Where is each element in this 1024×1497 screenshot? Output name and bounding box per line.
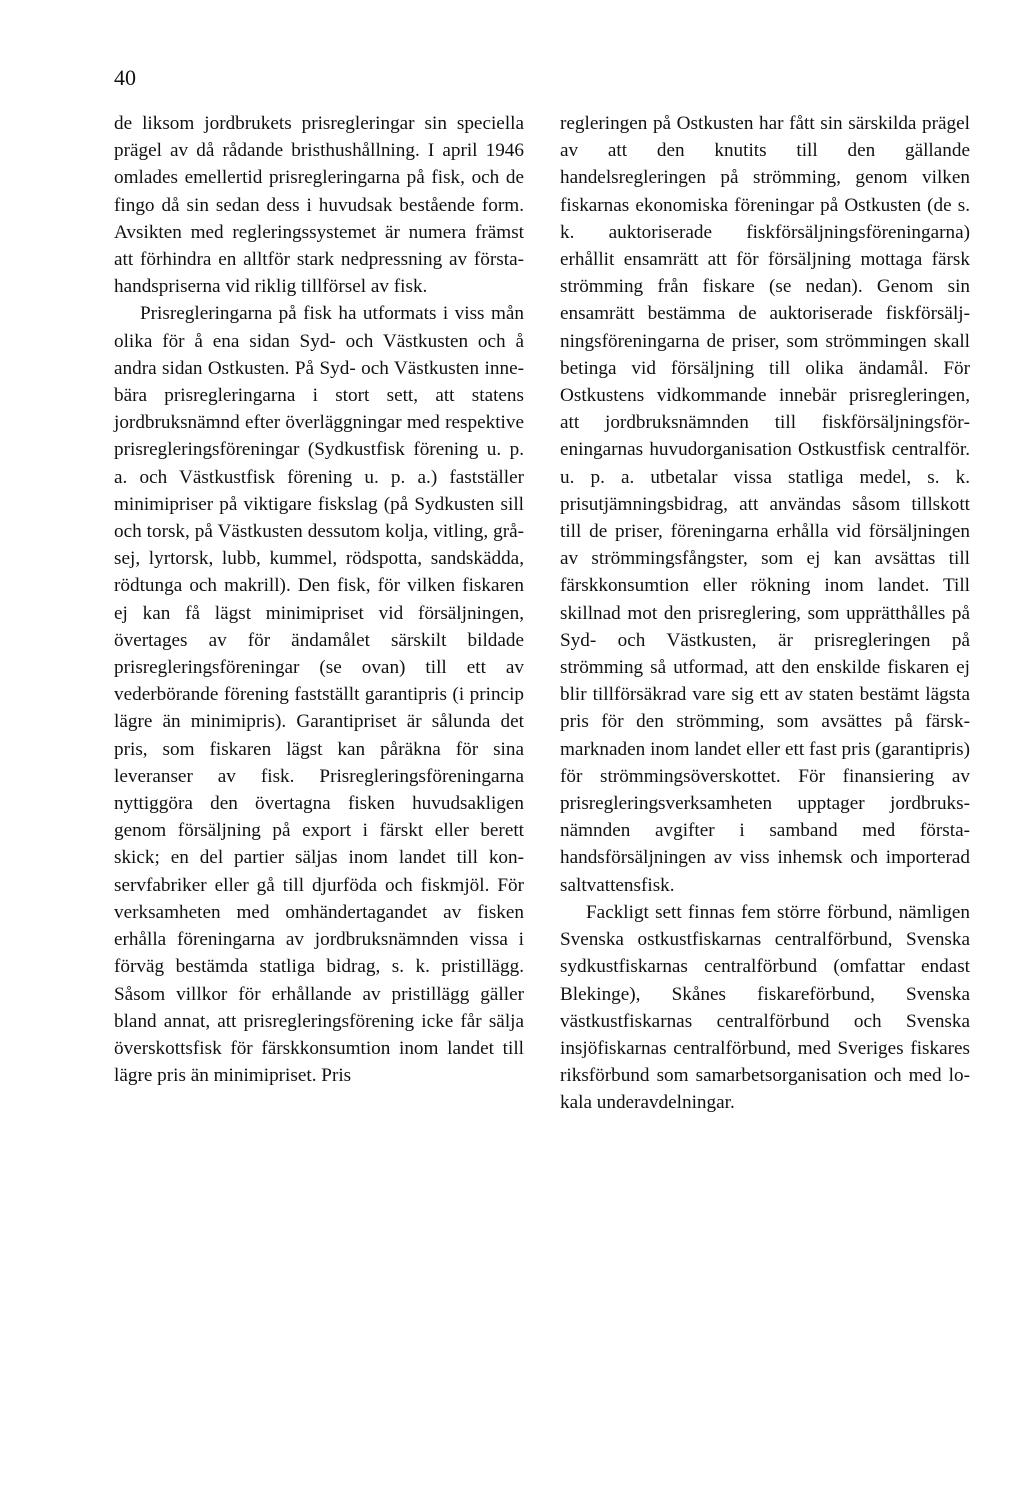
page-number: 40 [114,65,136,90]
paragraph: regleringen på Ostkusten har fått sin särskilda prägel av att den knutits till den gällande handelsregleringen på strömming, genom vilken fiskarnas ekonomiska föreningar på Ostkusten (de s. k. auktoriserade fiskförsäljningsföreningarna) erhållit ensamrätt att för försäljning mottaga färsk strömming från fiskare (se nedan). Genom sin ensamrätt bestämma de auktoriserade fiskförsäljningsföreningarna de priser, som strömmingen skall betinga vid försäljning till olika ändamål. För Ostkustens vidkommande innebär prisregleringen, att jordbruksnämnden till fiskförsäljningsföreningarnas huvudorganisation Ostkustfisk centralför. u. p. a. utbetalar vissa statliga medel, s. k. prisutjämningsbidrag, att användas såsom tillskott till de priser, föreningarna erhålla vid försäljningen av strömmingsfångster, som ej kan avsättas till färskkonsumtion eller rökning inom landet. Till skillnad mot den prisreglering, som upprätthålles på Syd- och Västkusten, är prisregleringen på strömming så utformad, att den enskilde fiskaren ej blir tillförsäkrad vare sig ett av staten bestämt lägsta pris för den strömming, som avsättes på färskmarknaden inom landet eller ett fast pris (garantipris) för strömmingsöverskottet. För finansiering av prisregleringsverksamheten upptager jordbruksnämnden avgifter i samband med förstahandsförsäljningen av viss inhemsk och importerad saltvattensfisk. [560,113,970,896]
paragraph: Fackligt sett finnas fem större förbund, nämligen Svenska ostkustfiskarnas centralförbund, Svenska sydkustfiskarnas centralförbund (omfattar endast Blekinge), Skånes fiskareförbund, Svenska västkustfiskarnas centralförbund och Svenska insjöfiskarnas centralförbund, med Sveriges fiskares riksförbund som samarbetsorganisation och med lokala underavdelningar. [560,901,970,1114]
paragraph: Prisregleringarna på fisk ha utformats i viss mån olika för å ena sidan Syd- och Västkusten och å andra sidan Ostkusten. På Syd- och Västkusten innebära prisregleringarna i stort sett, att statens jordbruksnämnd efter överläggningar med respektive prisregleringsföreningar (Sydkustfisk förening u. p. a. och Västkustfisk förening u. p. a.) fastställer minimipriser på viktigare fiskslag (på Sydkusten sill och torsk, på Västkusten dessutom kolja, vitling, gråsej, lyrtorsk, lubb, kummel, rödspotta, sandskädda, rödtunga och makrill). Den fisk, för vilken fiskaren ej kan få lägst minimipriset vid försäljningen, övertages av för ändamålet särskilt bildade prisregleringsföreningar (se ovan) till ett av vederbörande förening fastställt garantipris (i princip lägre än minimipris). Garantipriset är sålunda det pris, som fiskaren lägst kan påräkna för sina leveranser av fisk. Prisregleringsföreningarna nyttiggöra den övertagna fisken huvudsakligen genom försäljning på export i färskt eller berett skick; en del partier säljas inom landet till konservfabriker eller gå till djurföda och fiskmjöl. För verksamheten med omhändertagandet av fisken erhålla föreningarna av jordbruksnämnden vissa i förväg bestämda statliga bidrag, s. k. pristillägg. Såsom villkor för erhållande av pristillägg gäller bland annat, att prisregleringsförening icke får sälja överskottsfisk för färskkonsumtion inom landet till lägre pris än minimipriset. Pris [114,303,524,1087]
left-column [114,110,524,1089]
right-column [560,110,970,1117]
paragraph: de liksom jordbrukets prisregleringar sin speciella prägel av då rådande bristhushållning. I april 1946 omlades emellertid prisregleringarna på fisk, och de fingo då sin sedan dess i huvudsak bestående form. Avsikten med regleringssystemet är numera främst att förhindra en alltför stark nedpressning av förstahandspriserna vid riklig tillförsel av fisk. [114,113,524,298]
